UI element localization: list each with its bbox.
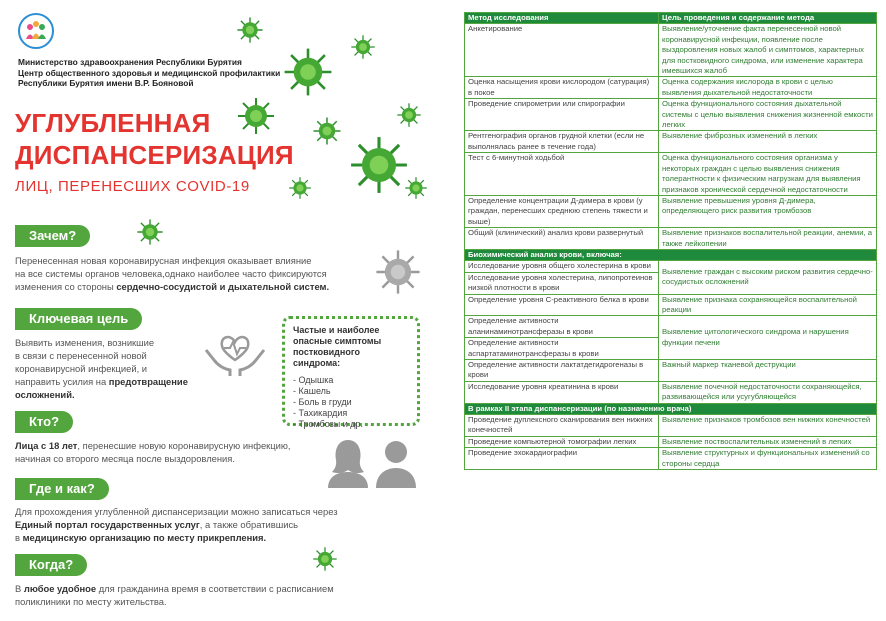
symptom-item: - Кашель bbox=[293, 386, 409, 397]
method-cell: Тест с 6-минутной ходьбой bbox=[465, 153, 659, 196]
goal-text-line bbox=[15, 375, 188, 388]
goal-text bbox=[15, 336, 188, 401]
section-goal-heading: Ключевая цель bbox=[15, 308, 142, 330]
method-cell: Исследование уровня холестерина, липопротеинов низкой плотности в крови bbox=[465, 272, 659, 294]
virus-icon bbox=[288, 176, 312, 200]
symptom-item: - Боль в груди bbox=[293, 397, 409, 408]
goal-text-bold: осложнений. bbox=[15, 389, 75, 400]
who-text-line: начиная со второго месяца после выздоровления. bbox=[15, 453, 235, 464]
why-text-part: изменения со стороны bbox=[15, 281, 117, 292]
goal-cell: Выявление/уточнение факта перенесенной новой коронавирусной инфекции, появление после выздоровления новых жалоб и симптомов, характерных для постковидного синдрома, или изменение характера имевшихся жалоб bbox=[659, 24, 877, 77]
goal-text-line: в связи с перенесенной новой bbox=[15, 350, 147, 361]
method-cell: Проведение спирометрии или спирографии bbox=[465, 99, 659, 131]
method-cell: Проведение дуплексного сканирования вен нижних конечностей bbox=[465, 415, 659, 437]
goal-cell: Выявление признака сохраняющейся воспалительной реакции bbox=[659, 294, 877, 316]
table-row bbox=[465, 195, 877, 227]
where-text-bold: медицинскую организацию по месту прикрепления. bbox=[22, 532, 267, 543]
method-cell: Рентгенография органов грудной клетки (если не выполнялась ранее в течение года) bbox=[465, 131, 659, 153]
table-row bbox=[465, 77, 877, 99]
goal-text-bold: предотвращение bbox=[108, 376, 188, 387]
symptoms-heading-line: опасные симптомы bbox=[293, 336, 382, 346]
why-text-line: на все системы органов человека,однако наиболее часто фиксируются bbox=[15, 268, 327, 279]
where-text-line: Для прохождения углубленной диспансеризации можно записаться через bbox=[15, 506, 338, 517]
when-text-line: поликлиники по месту жительства. bbox=[15, 596, 167, 607]
when-text-line bbox=[15, 582, 334, 595]
when-text-part: В bbox=[15, 583, 24, 594]
symptoms-heading-line: Частые и наиболее bbox=[293, 325, 380, 335]
organization-name bbox=[18, 57, 280, 89]
section-stage2-heading: В рамках II этапа диспансеризации (по назначению врача) bbox=[465, 403, 877, 414]
goal-cell: Оценка функционального состояния дыхательной системы с целью выявления снижения жизненной емкости легких bbox=[659, 99, 877, 131]
goal-cell: Выявление структурных и функциональных изменений со стороны сердца bbox=[659, 448, 877, 470]
goal-text-line: Выявить изменения, возникшие bbox=[15, 337, 155, 348]
why-text bbox=[15, 254, 329, 293]
section-why-heading: Зачем? bbox=[15, 225, 90, 247]
virus-icon bbox=[396, 102, 422, 128]
symptom-item: - Тромбозы и др. bbox=[293, 419, 409, 430]
org-line-2: Центр общественного здоровья и медицинской профилактики bbox=[18, 67, 281, 78]
goal-cell: Важный маркер тканевой деструкции bbox=[659, 360, 877, 382]
org-line-3: Республики Бурятия имени В.Р. Бояновой bbox=[18, 78, 194, 88]
methods-table-panel bbox=[464, 12, 876, 470]
when-text bbox=[15, 582, 334, 608]
goal-cell: Выявление превышения уровня Д-димера, определяющего риск развития тромбозов bbox=[659, 195, 877, 227]
table-row bbox=[465, 131, 877, 153]
symptoms-box bbox=[282, 316, 420, 429]
method-cell: Анкетирование bbox=[465, 24, 659, 77]
virus-icon bbox=[236, 16, 264, 44]
who-text-part: , перенесшие новую коронавирусную инфекцию, bbox=[77, 440, 291, 451]
virus-icon bbox=[136, 218, 164, 246]
people-icon bbox=[326, 436, 422, 488]
where-text-part: , а также обратившись bbox=[199, 519, 299, 530]
virus-icon bbox=[348, 134, 410, 196]
goal-text-part: направить усилия на bbox=[15, 376, 109, 387]
table-header-row bbox=[465, 13, 877, 24]
method-cell: Определение уровня С-реактивного белка в крови bbox=[465, 294, 659, 316]
who-text-line bbox=[15, 439, 291, 452]
goal-text-line: коронавирусной инфекцией, и bbox=[15, 363, 148, 374]
method-cell: Исследование уровня общего холестерина в крови bbox=[465, 261, 659, 272]
who-text bbox=[15, 439, 291, 465]
column-header-method: Метод исследования bbox=[465, 13, 659, 24]
virus-icon bbox=[312, 546, 338, 572]
section-who-heading: Кто? bbox=[15, 411, 73, 433]
goal-cell: Оценка содержания кислорода в крови с целью выявления дыхательной недостаточности bbox=[659, 77, 877, 99]
gray-virus-icon bbox=[374, 248, 422, 296]
why-text-line: Перенесенная новая коронавирусная инфекция оказывает влияние bbox=[15, 255, 312, 266]
subtitle: ЛИЦ, ПЕРЕНЕСШИХ COVID-19 bbox=[15, 178, 250, 195]
table-row bbox=[465, 448, 877, 470]
table-row bbox=[465, 261, 877, 272]
goal-cell: Выявление признаков воспалительной реакции, анемии, а также лейкопении bbox=[659, 228, 877, 250]
goal-cell: Выявление признаков тромбозов вен нижних конечностей bbox=[659, 415, 877, 437]
method-cell: Общий (клинический) анализ крови развернутый bbox=[465, 228, 659, 250]
when-text-part: для гражданина время в соответствии с расписанием bbox=[96, 583, 334, 594]
virus-icon bbox=[350, 34, 376, 60]
table-section-row bbox=[465, 403, 877, 414]
goal-cell: Выявление почечной недостаточности сохраняющейся, развивающейся или усугубляющейся bbox=[659, 381, 877, 403]
hands-heart-icon bbox=[204, 330, 266, 378]
method-cell: Определение активности аспартатаминотрансферазы в крови bbox=[465, 338, 659, 360]
goal-cell: Выявление цитологического синдрома и нарушения функции печени bbox=[659, 316, 877, 360]
where-text-bold: Единый портал государственных услуг bbox=[15, 519, 200, 530]
table-row bbox=[465, 415, 877, 437]
table-row bbox=[465, 24, 877, 77]
goal-text-line bbox=[15, 388, 188, 401]
ministry-logo bbox=[18, 13, 54, 49]
virus-icon bbox=[312, 116, 342, 146]
where-text-line bbox=[15, 518, 338, 531]
title-line-2: ДИСПАНСЕРИЗАЦИЯ bbox=[15, 140, 294, 170]
method-cell: Определение активности лактатдегидрогеназы в крови bbox=[465, 360, 659, 382]
table-row bbox=[465, 99, 877, 131]
table-row bbox=[465, 228, 877, 250]
method-cell: Определение концентрации Д-димера в крови (у граждан, перенесших среднюю степень тяжести и выше) bbox=[465, 195, 659, 227]
where-text-part: в bbox=[15, 532, 23, 543]
title-line-1: УГЛУБЛЕННАЯ bbox=[15, 108, 211, 138]
where-text-line bbox=[15, 531, 338, 544]
method-cell: Исследование уровня креатинина в крови bbox=[465, 381, 659, 403]
method-cell: Определение активности аланинаминотрансферазы в крови bbox=[465, 316, 659, 338]
symptoms-heading-line: постковидного синдрома: bbox=[293, 347, 360, 368]
why-text-bold: сердечно-сосудистой и дыхательной систем. bbox=[116, 281, 330, 292]
table-row bbox=[465, 360, 877, 382]
org-line-1: Министерство здравоохранения Республики Бурятия bbox=[18, 57, 242, 67]
when-text-bold: любое удобное bbox=[23, 583, 97, 594]
table-row bbox=[465, 316, 877, 338]
who-text-bold: Лица с 18 лет bbox=[15, 440, 78, 451]
table-row bbox=[465, 436, 877, 447]
goal-cell: Выявление поствоспалительных изменений в легких bbox=[659, 436, 877, 447]
goal-cell: Выявление граждан с высоким риском развития сердечно-сосудистых осложнений bbox=[659, 261, 877, 294]
symptom-item: - Одышка bbox=[293, 375, 409, 386]
method-cell: Оценка насыщения крови кислородом (сатурация) в покое bbox=[465, 77, 659, 99]
symptoms-list bbox=[293, 375, 409, 430]
left-panel bbox=[0, 0, 440, 621]
goal-cell: Оценка функционального состояния организма у некоторых граждан с целью выявления снижения толерантности к физическим нагрузкам для выявления признаков хронической сердечной недостаточности bbox=[659, 153, 877, 196]
method-cell: Проведение эхокардиографии bbox=[465, 448, 659, 470]
where-text bbox=[15, 505, 338, 544]
virus-icon bbox=[236, 96, 276, 136]
table-section-row bbox=[465, 249, 877, 260]
methods-table bbox=[464, 12, 877, 470]
goal-cell: Выявление фиброзных изменений в легких bbox=[659, 131, 877, 153]
why-text-line bbox=[15, 280, 329, 293]
table-row bbox=[465, 294, 877, 316]
virus-icon bbox=[404, 176, 428, 200]
table-row bbox=[465, 153, 877, 196]
section-where-heading: Где и как? bbox=[15, 478, 109, 500]
section-biochem-heading: Биохимический анализ крови, включая: bbox=[465, 249, 877, 260]
method-cell: Проведение компьютерной томографии легких bbox=[465, 436, 659, 447]
virus-icon bbox=[282, 46, 334, 98]
symptom-item: - Тахикардия bbox=[293, 408, 409, 419]
table-row bbox=[465, 381, 877, 403]
symptoms-heading bbox=[293, 325, 409, 369]
section-when-heading: Когда? bbox=[15, 554, 87, 576]
column-header-goal: Цель проведения и содержание метода bbox=[659, 13, 877, 24]
